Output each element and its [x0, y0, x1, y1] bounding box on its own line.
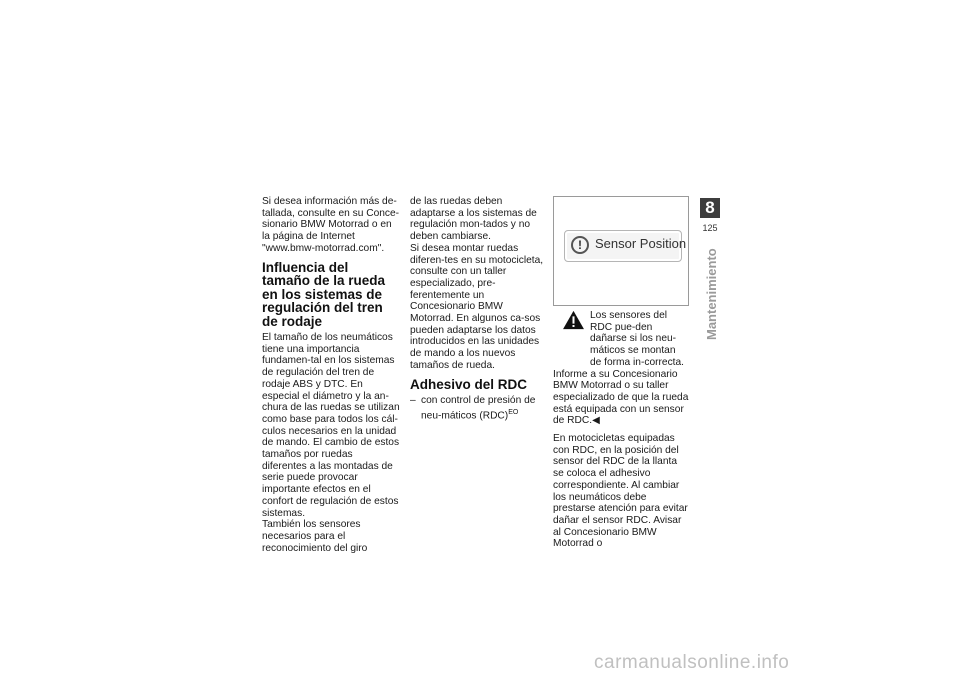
different-wheels-paragraph: Si desea montar ruedas diferen-tes en su motocicleta, consulte con un taller especializado, pre-ferentemente un Concesionario BMW Motorrad. En algunos ca-sos pueden adaptarse los datos introducidos en las unidades de mando a los nuevos tamaños de rueda. [410, 242, 544, 371]
section-heading-rdc-sticker: Adhesivo del RDC [410, 376, 528, 392]
optional-equipment-superscript: EO [508, 408, 519, 416]
chapter-number: 8 [700, 198, 720, 218]
section-title: Mantenimiento [704, 248, 719, 340]
column-3 [553, 196, 689, 550]
wheel-size-paragraph: El tamaño de los neumáticos tiene una importancia fundamen-tal en los sistemas de regulación del tren de rodaje ABS y DTC. En especial el diámetro y la an-chura de las ruedas se utilizan como base para todos los cál-culos necesarios en la unidad de mando. El cambio de estos tamaños por ruedas diferentes a las montadas de serie puede provocar importante efectos en el confort de regulación de estos sistemas. [262, 332, 400, 519]
sensor-paragraph: También los sensores necesarios para el reconocimiento del giro [262, 519, 368, 554]
dash-marker: – [410, 395, 416, 407]
list-item [410, 395, 548, 422]
intro-paragraph: Si desea información más de-tallada, consulte en su Conce-sionario BMW Motorrad o en la página de Internet "www.bmw-motorrad.com". [262, 196, 400, 254]
section-heading-wheel-size: Influencia del tamaño de la rueda en los sistemas de regulación del tren de rodaje [262, 259, 386, 329]
warning-triangle-icon [561, 310, 586, 330]
warning-advice-text: Informe a su Concesionario BMW Motorrad o su taller especializado de que la rueda está equipada con un sensor de RDC. [553, 368, 689, 427]
end-of-warning-mark: ◀ [592, 415, 600, 427]
sensor-position-sticker [564, 230, 687, 262]
watermark: carmanualsonline.info [594, 652, 790, 673]
adapt-paragraph: de las ruedas deben adaptarse a los sistemas de regulación mon-tados y no deben cambiarse. [410, 196, 537, 243]
warning-advice [553, 369, 689, 428]
column-2 [410, 196, 548, 422]
warning-block [553, 310, 689, 427]
list-item-label: con control de presión de neu-máticos (RDC) [421, 395, 536, 422]
exclamation-circle-icon: ! [571, 236, 589, 254]
sensor-position-figure [553, 196, 689, 306]
list-item-text [421, 395, 548, 422]
chapter-tab [700, 198, 720, 233]
page-number: 125 [702, 223, 718, 233]
sticker-label: Sensor Position [595, 236, 687, 251]
warning-text: Los sensores del RDC pue-den dañarse si los neu-máticos se montan de forma in-correcta. [590, 310, 684, 368]
column-1 [262, 196, 400, 554]
sticker-paragraph: En motocicletas equipadas con RDC, en la posición del sensor del RDC de la llanta se coloca el adhesivo correspondiente. Al cambiar los neumáticos debe prestarse atención para evitar dañar el sensor RDC. Avisar al Concesionario BMW Motorrad o [553, 433, 688, 550]
